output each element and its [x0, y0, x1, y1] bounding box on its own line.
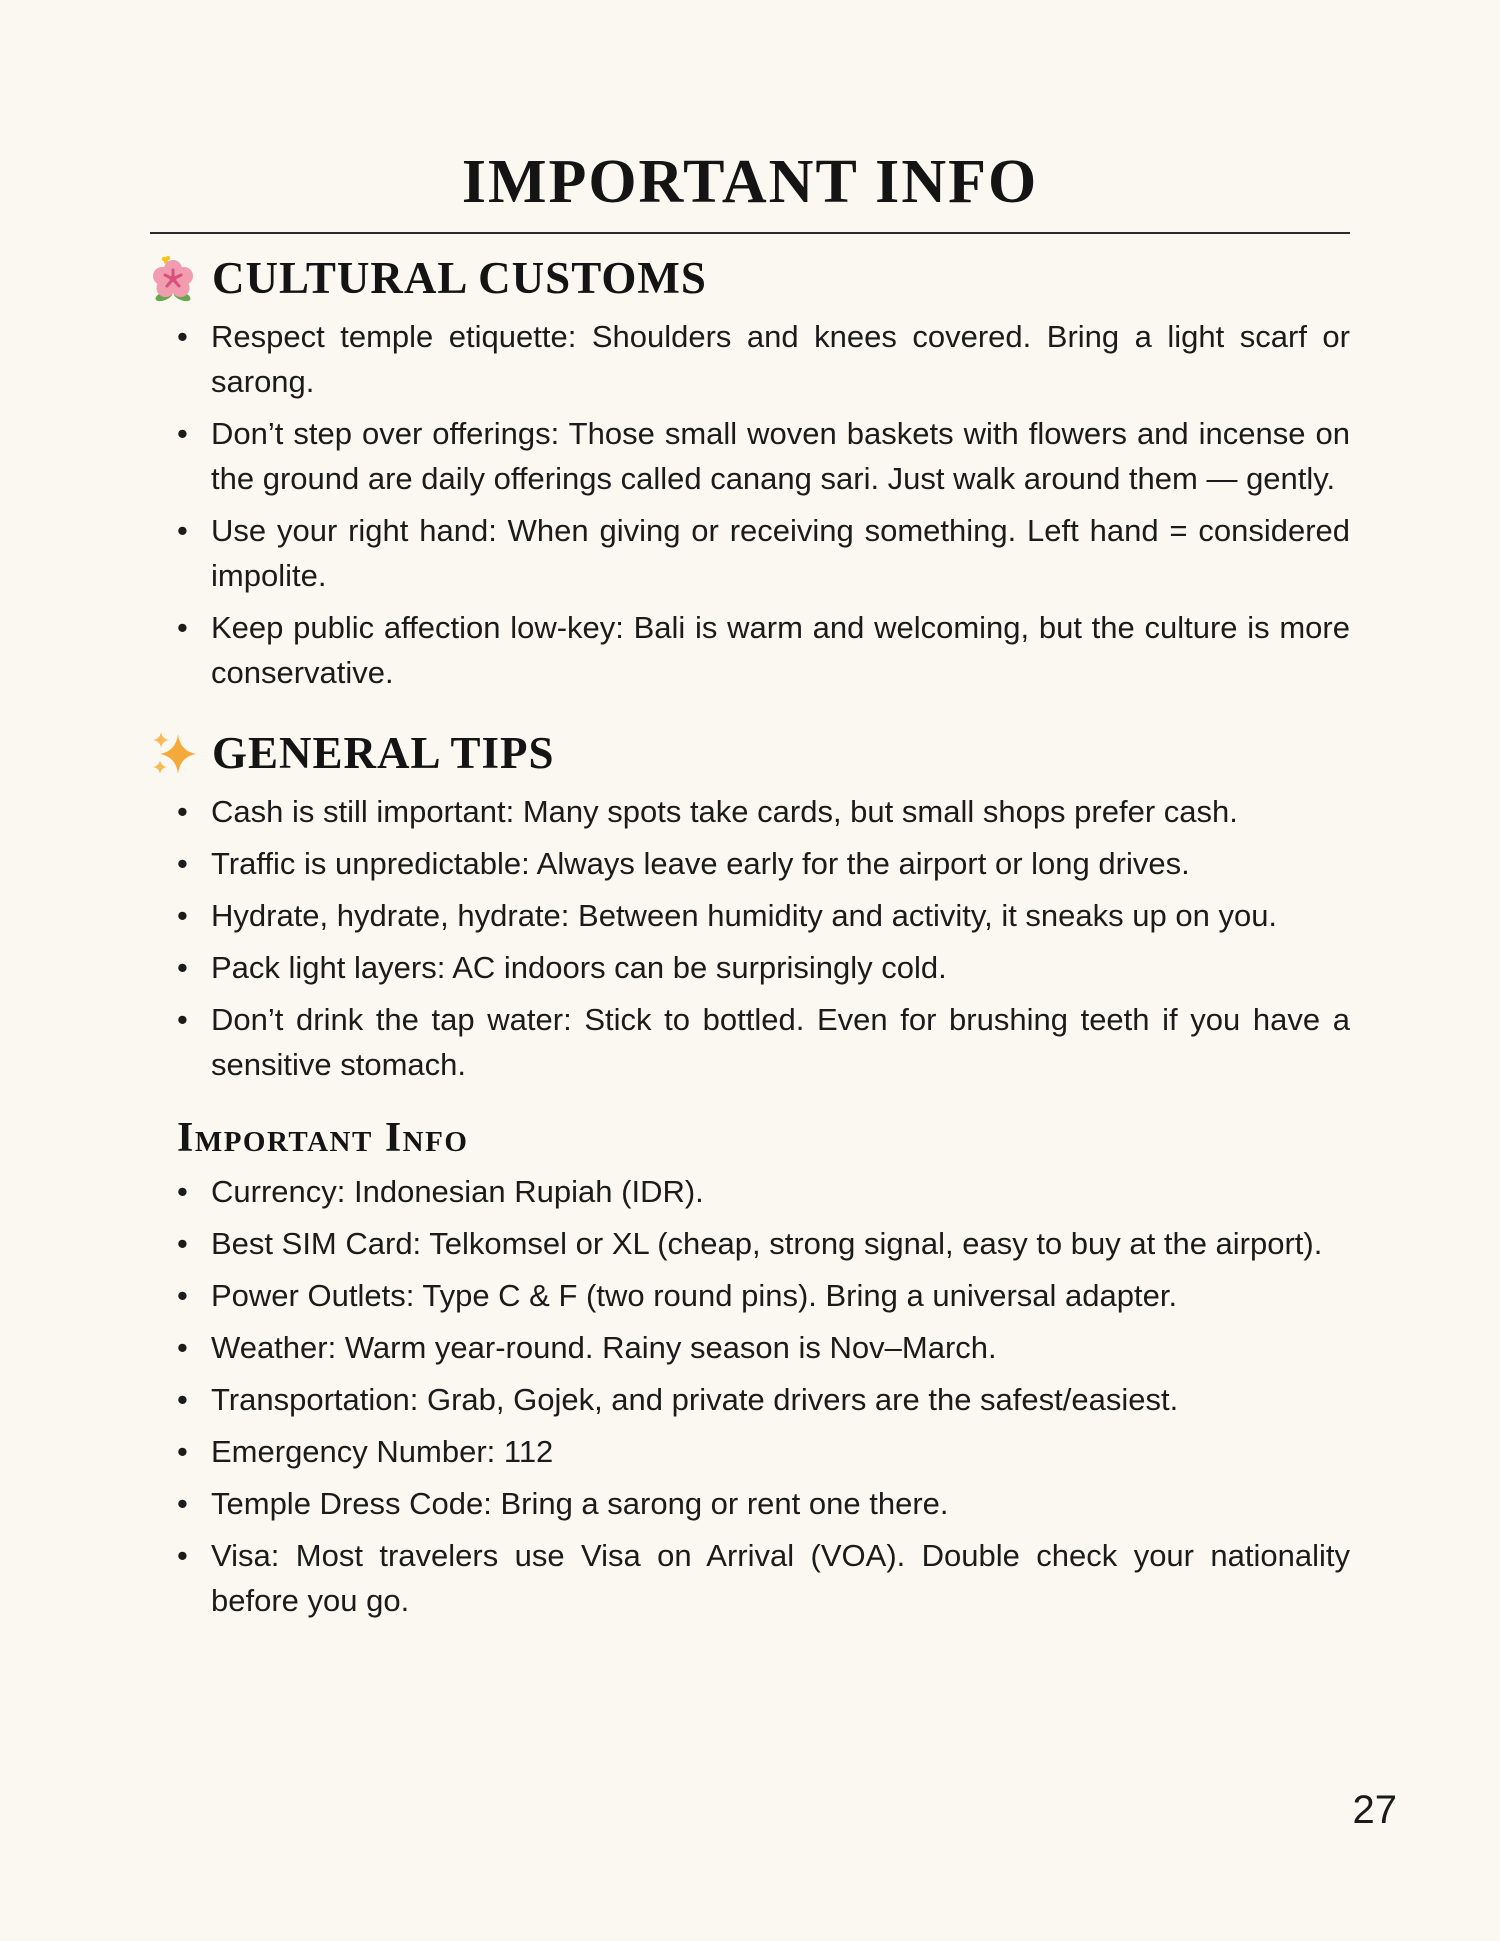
bullet-list — [150, 314, 1350, 695]
bullet-list — [150, 1169, 1350, 1623]
title-divider — [150, 232, 1350, 234]
page-number: 27 — [1352, 1788, 1397, 1832]
list-item: • Power Outlets: Type C & F (two round pins). Bring a universal adapter. — [150, 1273, 1350, 1318]
section-heading-label: CULTURAL CUSTOMS — [212, 253, 707, 303]
list-item: • Cash is still important: Many spots take cards, but small shops prefer cash. — [150, 789, 1350, 834]
list-item: • Weather: Warm year-round. Rainy season is Nov–March. — [150, 1325, 1350, 1370]
page-title: IMPORTANT INFO — [461, 148, 1039, 216]
list-item: • Traffic is unpredictable: Always leave early for the airport or long drives. — [150, 841, 1350, 886]
list-item: • Don’t drink the tap water: Stick to bottled. Even for brushing teeth if you have a sensitive stomach. — [150, 997, 1350, 1087]
section-general-tips — [150, 725, 1350, 1087]
section-cultural-customs — [150, 250, 1350, 695]
section-heading — [150, 250, 1350, 306]
hibiscus-icon — [150, 254, 198, 302]
list-item: • Transportation: Grab, Gojek, and private drivers are the safest/easiest. — [150, 1377, 1350, 1422]
list-item: • Don’t step over offerings: Those small woven baskets with flowers and incense on the ground are daily offerings called canang sari. Just walk around them — gently. — [150, 411, 1350, 501]
list-item: • Hydrate, hydrate, hydrate: Between humidity and activity, it sneaks up on you. — [150, 893, 1350, 938]
bullet-list — [150, 789, 1350, 1087]
list-item: • Use your right hand: When giving or receiving something. Left hand = considered impolite. — [150, 508, 1350, 598]
list-item: • Currency: Indonesian Rupiah (IDR). — [150, 1169, 1350, 1214]
section-heading-label: GENERAL TIPS — [212, 728, 555, 778]
list-item: • Respect temple etiquette: Shoulders and knees covered. Bring a light scarf or sarong. — [150, 314, 1350, 404]
list-item: • Keep public affection low-key: Bali is warm and welcoming, but the culture is more conservative. — [150, 605, 1350, 695]
subsection-heading: Important Info — [177, 1115, 469, 1161]
list-item: • Temple Dress Code: Bring a sarong or rent one there. — [150, 1481, 1350, 1526]
list-item: • Pack light layers: AC indoors can be surprisingly cold. — [150, 945, 1350, 990]
list-item: • Visa: Most travelers use Visa on Arrival (VOA). Double check your nationality before you go. — [150, 1533, 1350, 1623]
list-item: • Emergency Number: 112 — [150, 1429, 1350, 1474]
section-important-info — [150, 1115, 1350, 1623]
section-heading — [150, 725, 1350, 781]
list-item: • Best SIM Card: Telkomsel or XL (cheap, strong signal, easy to buy at the airport). — [150, 1221, 1350, 1266]
sparkles-icon — [150, 729, 198, 777]
